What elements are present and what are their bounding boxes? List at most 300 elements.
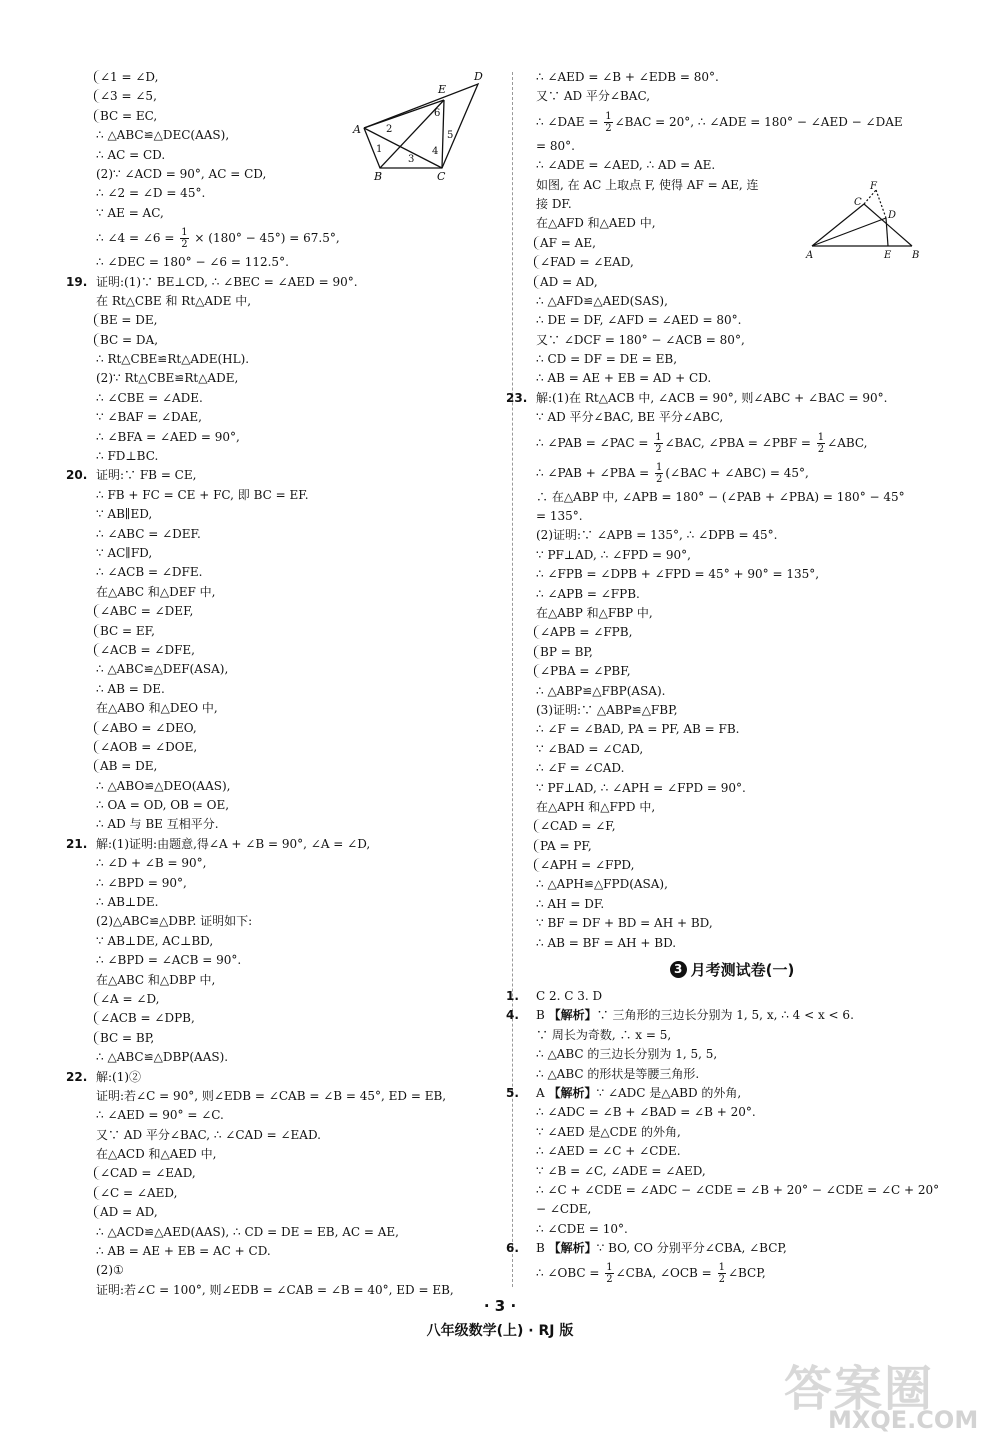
text-line xyxy=(532,1026,932,1045)
brace-condition xyxy=(534,839,592,853)
text-line xyxy=(92,292,497,311)
text-line xyxy=(532,546,932,565)
line-text xyxy=(532,158,715,172)
figure1-angle-label: 6 xyxy=(434,108,441,119)
figure1-label: E xyxy=(438,83,447,96)
section-title: 月考测试卷(一) xyxy=(690,961,795,980)
fraction-numerator: 1 xyxy=(655,461,663,473)
text-segment: BE = DE, xyxy=(100,313,158,328)
question-line xyxy=(506,1239,932,1258)
question-number: 6. xyxy=(506,1241,519,1256)
text-segment: ∴ △ABC≌△DEC(AAS), xyxy=(96,128,230,143)
text-segment: 在△ACD 和△AED 中, xyxy=(96,1147,217,1162)
text-line xyxy=(92,505,497,524)
fraction xyxy=(605,1262,613,1285)
line-text xyxy=(532,431,868,455)
text-segment: ∵ 周长为奇数, ∴ x = 5, xyxy=(536,1027,672,1042)
text-line xyxy=(92,951,497,970)
text-segment: ∠FAD = ∠EAD, xyxy=(540,255,634,270)
text-segment: ∵ AC∥FD, xyxy=(96,545,153,560)
line-text xyxy=(92,662,228,676)
text-line xyxy=(532,1045,932,1064)
text-segment: ∵ AB∥ED, xyxy=(96,507,153,522)
text-line xyxy=(92,757,497,776)
question-number: 5. xyxy=(506,1085,519,1100)
figure1-angle-label: 1 xyxy=(376,144,383,155)
text-line xyxy=(532,662,932,681)
brace-condition xyxy=(534,645,593,659)
text-line xyxy=(532,1123,932,1142)
text-line xyxy=(532,1181,940,1200)
fraction xyxy=(718,1262,726,1285)
line-text xyxy=(532,139,575,153)
line-text xyxy=(92,1050,228,1064)
section-number-badge: 3 xyxy=(670,961,687,978)
line-text xyxy=(92,546,152,560)
text-segment: ∵ AD 平分∠BAC, BE 平分∠ABC, xyxy=(536,410,724,425)
question-line xyxy=(66,835,497,854)
line-text xyxy=(92,779,230,793)
text-line xyxy=(92,350,497,369)
text-segment: ∠ABC = ∠DEF, xyxy=(100,604,194,619)
brace-condition xyxy=(94,1166,196,1180)
left-column xyxy=(66,68,497,1300)
line-text xyxy=(532,877,668,891)
text-segment: ∵ ∠BAD = ∠CAD, xyxy=(536,741,644,756)
text-segment: × (180° − 45°) = 67.5°, xyxy=(190,231,340,246)
line-text xyxy=(92,973,215,987)
text-line xyxy=(92,874,497,893)
text-line xyxy=(92,1029,497,1048)
text-line xyxy=(92,447,497,466)
text-segment: ∴ ∠D + ∠B = 90°, xyxy=(96,856,207,871)
text-segment: ∴ △ABC 的形状是等腰三角形. xyxy=(536,1066,700,1081)
text-line xyxy=(92,204,497,223)
text-line xyxy=(92,912,497,931)
text-line xyxy=(92,602,497,621)
fraction-denominator: 2 xyxy=(718,1274,725,1286)
text-segment: ∴ ∠C + ∠CDE = ∠ADC − ∠CDE = ∠B + 20° − ∠CDE = ∠C + 20° xyxy=(536,1182,940,1197)
line-text xyxy=(532,410,723,424)
line-text xyxy=(92,1244,271,1258)
line-text xyxy=(92,186,205,200)
fraction-denominator: 2 xyxy=(655,473,663,485)
text-line xyxy=(532,292,932,311)
text-segment: BC = DA, xyxy=(100,332,159,347)
text-line xyxy=(532,914,932,933)
question-number: 20. xyxy=(66,468,88,483)
text-segment: AF = AE, xyxy=(540,235,596,250)
text-line xyxy=(532,1220,932,1239)
text-segment: ∠APH = ∠FPD, xyxy=(540,858,635,873)
text-segment: 在△ABC 和△DEF 中, xyxy=(96,584,216,599)
text-segment: ∵ ∠AED 是△CDE 的外角, xyxy=(536,1124,681,1139)
text-segment: ∴ AB = DE. xyxy=(96,681,165,696)
line-text xyxy=(92,682,165,696)
text-segment: ∴ FB + FC = CE + FC, 即 BC = EF. xyxy=(96,487,309,502)
line-text xyxy=(532,548,691,562)
text-segment: 在△AFD 和△AED 中, xyxy=(536,216,656,231)
text-segment: ∠CAD = ∠EAD, xyxy=(100,1166,196,1181)
text-line xyxy=(92,1261,497,1280)
fraction-denominator: 2 xyxy=(817,443,825,455)
text-line xyxy=(92,408,497,427)
text-segment: ∠ABC, xyxy=(827,435,868,450)
text-segment: ∴ ∠ABC = ∠DEF. xyxy=(96,526,201,541)
line-text xyxy=(532,89,650,103)
text-line xyxy=(532,701,932,720)
line-text xyxy=(92,1108,224,1122)
line-text xyxy=(92,468,196,482)
line-text xyxy=(92,876,187,890)
line-text xyxy=(92,837,370,851)
figure1-angle-label: 5 xyxy=(447,130,454,141)
line-text xyxy=(532,1183,939,1197)
text-segment: = 135°. xyxy=(536,509,583,524)
text-line xyxy=(92,932,497,951)
line-text xyxy=(92,1128,321,1142)
text-line xyxy=(92,1164,497,1183)
text-segment: ∴ DE = DF, ∠AFD = ∠AED = 80°. xyxy=(536,313,742,328)
figure2-label: E xyxy=(884,250,892,260)
brace-condition xyxy=(534,236,596,250)
text-segment: ∠BAC = 20°, ∴ ∠ADE = 180° − ∠AED − ∠DAE xyxy=(614,114,903,129)
line-text xyxy=(92,798,229,812)
text-segment: 接 DF. xyxy=(536,196,572,211)
text-segment: (2)∵ ∠ACD = 90°, AC = CD, xyxy=(96,166,267,181)
figure1-label: A xyxy=(353,123,361,136)
line-text xyxy=(92,914,252,928)
text-line xyxy=(92,777,497,796)
line-text xyxy=(532,352,677,366)
text-segment: ∠ACB = ∠DFE, xyxy=(100,642,195,657)
text-segment: ∴ △ABO≌△DEO(AAS), xyxy=(96,778,231,793)
text-segment: ∴ ∠APB = ∠FPB. xyxy=(536,586,640,601)
text-segment: ∴ FD⊥BC. xyxy=(96,449,159,464)
text-segment: ∴ OA = OD, OB = OE, xyxy=(96,798,230,813)
line-text xyxy=(532,294,668,308)
text-segment: ∴ ∠DEC = 180° − ∠6 = 112.5°. xyxy=(96,255,289,270)
line-text xyxy=(92,565,202,579)
text-line xyxy=(532,1162,932,1181)
line-text xyxy=(532,461,809,485)
brace-condition xyxy=(94,759,157,773)
text-line xyxy=(92,738,497,757)
text-segment: ∴ ∠PAB + ∠PBA = xyxy=(536,465,653,480)
line-text xyxy=(532,1008,854,1022)
text-segment: 在 Rt△CBE 和 Rt△ADE 中, xyxy=(96,293,252,308)
text-line xyxy=(92,1106,497,1125)
text-segment: ∴ ∠F = ∠CAD. xyxy=(536,761,625,776)
text-segment: 证明:若∠C = 100°, 则∠EDB = ∠CAB = ∠B = 40°, ED = EB, xyxy=(96,1282,454,1297)
figure-quadrilateral xyxy=(352,70,498,182)
text-segment: ∴ ∠AED = ∠B + ∠EDB = 80°. xyxy=(536,70,719,84)
line-text xyxy=(92,1147,216,1161)
line-text xyxy=(532,1067,699,1081)
line-text xyxy=(532,989,602,1003)
text-line xyxy=(92,680,497,699)
text-segment: ∴ ∠F = ∠BAD, PA = PF, AB = FB. xyxy=(536,722,740,737)
question-line xyxy=(66,273,497,292)
line-text xyxy=(532,1028,671,1042)
text-segment: ∵ AB⊥DE, AC⊥BD, xyxy=(96,933,214,948)
fraction xyxy=(817,432,825,455)
brace-condition xyxy=(534,275,598,289)
text-line xyxy=(532,488,932,507)
brace-condition xyxy=(534,255,634,269)
figure2-label: C xyxy=(854,197,862,208)
line-text xyxy=(92,1225,399,1239)
figure2-label: D xyxy=(888,210,897,221)
text-segment: ∠BAC, ∠PBA = ∠PBF = xyxy=(664,435,815,450)
fraction-denominator: 2 xyxy=(655,443,662,455)
text-segment: ∴ △APH≌△FPD(ASA), xyxy=(536,877,668,892)
text-line xyxy=(532,779,932,798)
line-text xyxy=(532,110,903,134)
text-segment: ∴ AB⊥DE. xyxy=(96,895,159,910)
text-segment: ∠1 = ∠D, xyxy=(100,70,159,84)
fraction-denominator: 2 xyxy=(606,1274,613,1286)
text-segment: ∵ ∠ADC 是△ABD 的外角, xyxy=(596,1085,742,1100)
text-segment: 解:(1)在 Rt△ACB 中, ∠ACB = 90°, 则∠ABC + ∠BAC = 90°. xyxy=(536,390,888,405)
line-text xyxy=(532,333,745,347)
question-number: 23. xyxy=(506,390,528,405)
line-text xyxy=(532,528,777,542)
text-line xyxy=(532,507,932,526)
text-line xyxy=(92,893,497,912)
text-segment: PA = PF, xyxy=(540,838,592,853)
fraction-denominator: 2 xyxy=(181,239,188,251)
line-text xyxy=(532,936,676,950)
line-text xyxy=(532,1105,756,1119)
line-text xyxy=(532,606,653,620)
text-line xyxy=(532,526,932,545)
line-text xyxy=(92,488,309,502)
text-segment: ∴ ∠AED = 90° = ∠C. xyxy=(96,1108,224,1123)
text-segment: ∠CAD = ∠F, xyxy=(540,819,616,834)
text-segment: ∴ ∠ADE = ∠AED, ∴ AD = AE. xyxy=(536,158,716,173)
figure2-label: A xyxy=(806,250,814,260)
brace-condition xyxy=(94,992,159,1006)
text-line xyxy=(92,1126,497,1145)
text-segment: BC = EC, xyxy=(100,108,158,123)
text-segment: = 80°. xyxy=(536,138,575,153)
text-segment: ∴ AB = BF = AH + BD. xyxy=(536,935,677,950)
text-line xyxy=(532,1065,932,1084)
text-line xyxy=(532,837,932,856)
line-text xyxy=(532,916,713,930)
book-title: 八年级数学(上) · RJ 版 xyxy=(426,1323,574,1339)
line-text xyxy=(532,1164,706,1178)
text-segment: 又∵ AD 平分∠BAC, ∴ ∠CAD = ∠EAD. xyxy=(96,1127,321,1142)
text-line xyxy=(532,934,932,953)
text-segment: ∵ BF = DF + BD = AH + BD, xyxy=(536,916,713,931)
line-text xyxy=(92,294,251,308)
figure1-angle-label: 4 xyxy=(432,146,439,157)
line-text xyxy=(92,206,164,220)
text-segment: ∴ Rt△CBE≌Rt△ADE(HL). xyxy=(96,352,250,367)
figure1-angle-label: 2 xyxy=(386,124,393,135)
brace-condition xyxy=(94,70,158,84)
line-text xyxy=(92,701,218,715)
text-segment: 证明:若∠C = 90°, 则∠EDB = ∠CAB = ∠B = 45°, ED = EB, xyxy=(96,1088,447,1103)
text-line xyxy=(532,565,932,584)
fraction xyxy=(655,462,663,485)
text-line xyxy=(92,1009,497,1028)
line-text xyxy=(532,1262,766,1286)
line-text xyxy=(92,352,249,366)
figure1-angle-label: 3 xyxy=(408,154,415,165)
fraction-numerator: 1 xyxy=(718,1262,725,1274)
text-line xyxy=(92,971,497,990)
text-segment: ∵ PF⊥AD, ∴ ∠FPD = 90°, xyxy=(536,547,691,562)
text-line xyxy=(532,720,932,739)
line-text xyxy=(92,817,219,831)
text-line xyxy=(532,458,932,488)
text-segment: ∠BCP, xyxy=(727,1266,766,1281)
text-segment: 在△ABC 和△DBP 中, xyxy=(96,972,216,987)
text-segment: (2)① xyxy=(96,1263,124,1278)
text-segment: 解:(1)证明:由题意,得∠A + ∠B = 90°, ∠A = ∠D, xyxy=(96,836,371,851)
text-segment: ∴ CD = DF = DE = EB, xyxy=(536,352,678,367)
text-segment: ∠A = ∠D, xyxy=(100,991,160,1006)
text-line xyxy=(92,1203,497,1222)
text-segment: ∵ 三角形的三边长分别为 1, 5, x, ∴ 4 < x < 6. xyxy=(596,1008,854,1023)
text-line xyxy=(532,68,932,87)
text-line xyxy=(92,583,497,602)
text-line xyxy=(532,875,932,894)
text-segment: (∠BAC + ∠ABC) = 45°, xyxy=(665,465,809,480)
figure2-label: F xyxy=(870,181,877,192)
line-text xyxy=(532,761,624,775)
text-line xyxy=(532,428,932,458)
line-text xyxy=(532,1144,681,1158)
text-line xyxy=(532,895,932,914)
text-segment: ∴ ∠BPD = 90°, xyxy=(96,875,187,890)
text-segment: ∴ ∠CBE = ∠ADE. xyxy=(96,390,203,405)
text-segment: ∴ AD 与 BE 互相平分. xyxy=(96,817,219,832)
text-line xyxy=(92,1223,497,1242)
text-line xyxy=(92,1087,497,1106)
text-segment: ∴ △ABC 的三边长分别为 1, 5, 5, xyxy=(536,1047,718,1062)
brace-condition xyxy=(534,664,631,678)
text-line xyxy=(532,1200,932,1219)
question-number: 1. xyxy=(506,989,519,1004)
text-line xyxy=(532,604,932,623)
text-line xyxy=(92,719,497,738)
text-segment: ∴ △ABP≌△FBP(ASA). xyxy=(536,683,666,698)
text-segment: ∴ ∠BFA = ∠AED = 90°, xyxy=(96,429,240,444)
question-number: 22. xyxy=(66,1069,88,1084)
brace-condition xyxy=(534,858,634,872)
fraction-numerator: 1 xyxy=(606,1262,613,1274)
line-text xyxy=(92,895,158,909)
text-segment: ∠CBA, ∠OCB = xyxy=(615,1266,716,1281)
text-line xyxy=(92,1048,497,1067)
text-segment: (2)∵ Rt△CBE≌Rt△ADE, xyxy=(96,371,239,386)
text-segment: ∴ AB = AE + EB = AD + CD. xyxy=(536,371,712,386)
text-line xyxy=(532,331,932,350)
brace-condition xyxy=(94,1186,177,1200)
text-line xyxy=(92,563,497,582)
line-text xyxy=(532,1202,591,1216)
line-text xyxy=(92,391,203,405)
text-segment: 解:(1)② xyxy=(96,1069,142,1084)
brace-condition xyxy=(94,643,195,657)
text-line xyxy=(532,1103,932,1122)
analysis-tag: 【解析】 xyxy=(548,1241,597,1256)
line-text xyxy=(532,587,640,601)
text-line xyxy=(92,544,497,563)
fraction xyxy=(654,432,662,455)
text-segment: ∴ △ACD≌△AED(AAS), ∴ CD = DE = EB, AC = AE, xyxy=(96,1224,399,1239)
text-line xyxy=(92,622,497,641)
fraction-numerator: 1 xyxy=(655,431,662,443)
text-line xyxy=(532,817,932,836)
text-segment: ∵ ∠BAF = ∠DAE, xyxy=(96,410,202,425)
text-segment: 证明:(1)∵ BE⊥CD, ∴ ∠BEC = ∠AED = 90°. xyxy=(96,274,358,289)
line-text xyxy=(92,410,202,424)
brace-condition xyxy=(94,1205,158,1219)
line-text xyxy=(532,178,759,192)
line-text xyxy=(532,1241,787,1255)
watermark-text: 答案圈 xyxy=(784,1361,935,1417)
text-segment: ∴ ∠OBC = xyxy=(536,1266,604,1281)
text-line xyxy=(532,137,932,156)
line-text xyxy=(532,722,739,736)
text-segment: ∴ ∠CDE = 10°. xyxy=(536,1221,628,1236)
section-heading xyxy=(532,953,932,987)
line-text xyxy=(532,70,719,84)
text-line xyxy=(532,1258,932,1288)
text-line xyxy=(92,525,497,544)
text-line xyxy=(532,740,932,759)
figure1-label: B xyxy=(374,170,383,182)
question-line xyxy=(506,1084,932,1103)
line-text xyxy=(532,1222,628,1236)
line-text xyxy=(92,527,201,541)
fraction-denominator: 2 xyxy=(605,122,612,134)
question-number: 21. xyxy=(66,836,88,851)
line-text xyxy=(532,567,819,581)
text-line xyxy=(92,369,497,388)
text-segment: AD = AD, xyxy=(100,1205,158,1220)
text-line xyxy=(92,1145,497,1164)
line-text xyxy=(92,430,240,444)
text-segment: C 2. C 3. D xyxy=(536,989,603,1004)
text-line xyxy=(92,331,497,350)
text-line xyxy=(532,107,932,137)
text-segment: AD = AD, xyxy=(540,274,598,289)
text-segment: B xyxy=(536,1241,549,1256)
line-text xyxy=(532,509,583,523)
text-line xyxy=(92,641,497,660)
text-segment: BC = EF, xyxy=(100,623,155,638)
figure1-label: C xyxy=(437,170,446,182)
question-line xyxy=(506,389,932,408)
brace-condition xyxy=(94,740,197,754)
text-line xyxy=(92,486,497,505)
brace-condition xyxy=(94,1031,154,1045)
watermark-logo xyxy=(780,1350,990,1435)
line-text xyxy=(532,703,678,717)
text-segment: ∠AOB = ∠DOE, xyxy=(100,739,198,754)
line-text xyxy=(532,197,572,211)
text-segment: ∠ABO = ∠DEO, xyxy=(100,720,197,735)
figure2-label: B xyxy=(912,250,920,260)
text-segment: BP = BP, xyxy=(540,644,593,659)
text-segment: (3)证明:∵ △ABP≌△FBP, xyxy=(536,702,678,717)
